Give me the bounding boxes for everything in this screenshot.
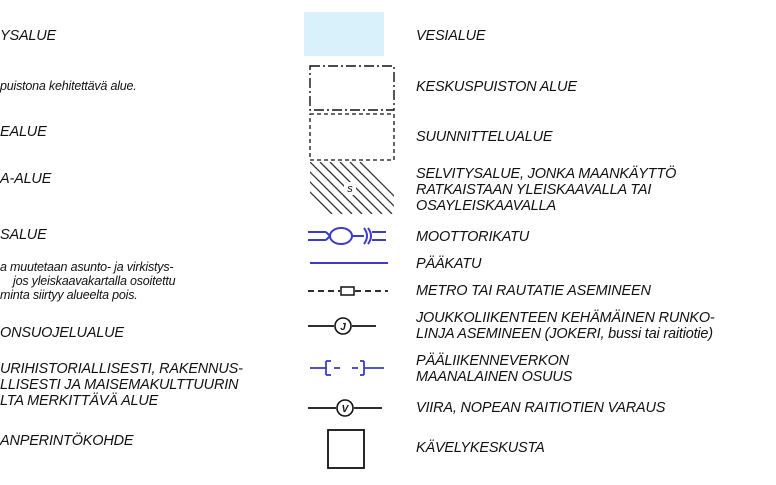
- legend-left-9: ANPERINTÖKOHDE: [0, 433, 134, 449]
- legend-left-4: A-ALUE: [0, 171, 52, 187]
- underground-section-symbol: [306, 356, 390, 380]
- viira-symbol: [306, 396, 390, 420]
- legend-left-5: SALUE: [0, 227, 47, 243]
- legend-right-3: SUUNNITTELUALUE: [416, 129, 553, 145]
- legend-left-6: a muutetaan asunto- ja virkistys- jos yleiskaavakartalla osoitettu minta siirtyy alueelta pois.: [0, 260, 176, 302]
- jokeri-letter: J: [340, 322, 346, 333]
- legend-right-2: KESKUSPUISTON ALUE: [416, 79, 577, 95]
- legend-left-7: ONSUOJELUALUE: [0, 325, 124, 341]
- survey-area-letter: s: [347, 183, 353, 195]
- legend-right-5: MOOTTORIKATU: [416, 229, 530, 245]
- legend-left-1: YSALUE: [0, 28, 57, 44]
- main-street-symbol: [308, 256, 390, 270]
- pedestrian-center-symbol: [326, 428, 368, 472]
- legend-right-4: SELVITYSALUE, JONKA MAANKÄYTTÖ RATKAISTAAN YLEISKAAVALLA TAI OSAYLEISKAAVALLA: [416, 166, 677, 214]
- viira-letter: V: [341, 404, 349, 415]
- survey-area-hatch-symbol: [310, 162, 400, 218]
- water-area-swatch: [300, 12, 390, 56]
- water-fill: [304, 12, 384, 56]
- legend-left-8: URIHISTORIALLISESTI, RAKENNUS- LLISESTI JA MAISEMAKULTTUURIN LTA MERKITTÄVÄ ALUE: [0, 361, 243, 409]
- motorway-symbol: [306, 224, 390, 248]
- legend-right-6: PÄÄKATU: [416, 256, 482, 272]
- central-park-boundary-symbol: [308, 64, 398, 114]
- planning-area-boundary-symbol: [308, 112, 398, 164]
- legend-left-3: EALUE: [0, 124, 47, 140]
- legend-right-1: VESIALUE: [416, 28, 486, 44]
- jokeri-line-symbol: [306, 314, 390, 338]
- legend-right-10: VIIRA, NOPEAN RAITIOTIEN VARAUS: [416, 400, 666, 416]
- legend-left-2: puistona kehitettävä alue.: [0, 79, 137, 93]
- legend-right-9: PÄÄLIIKENNEVERKON MAANALAINEN OSUUS: [416, 353, 573, 385]
- legend-right-7: METRO TAI RAUTATIE ASEMINEEN: [416, 283, 651, 299]
- metro-rail-symbol: [306, 282, 390, 300]
- legend-right-11: KÄVELYKESKUSTA: [416, 440, 545, 456]
- legend-right-8: JOUKKOLIIKENTEEN KEHÄMÄINEN RUNKO- LINJA ASEMINEEN (JOKERI, bussi tai raitiotie): [416, 310, 715, 342]
